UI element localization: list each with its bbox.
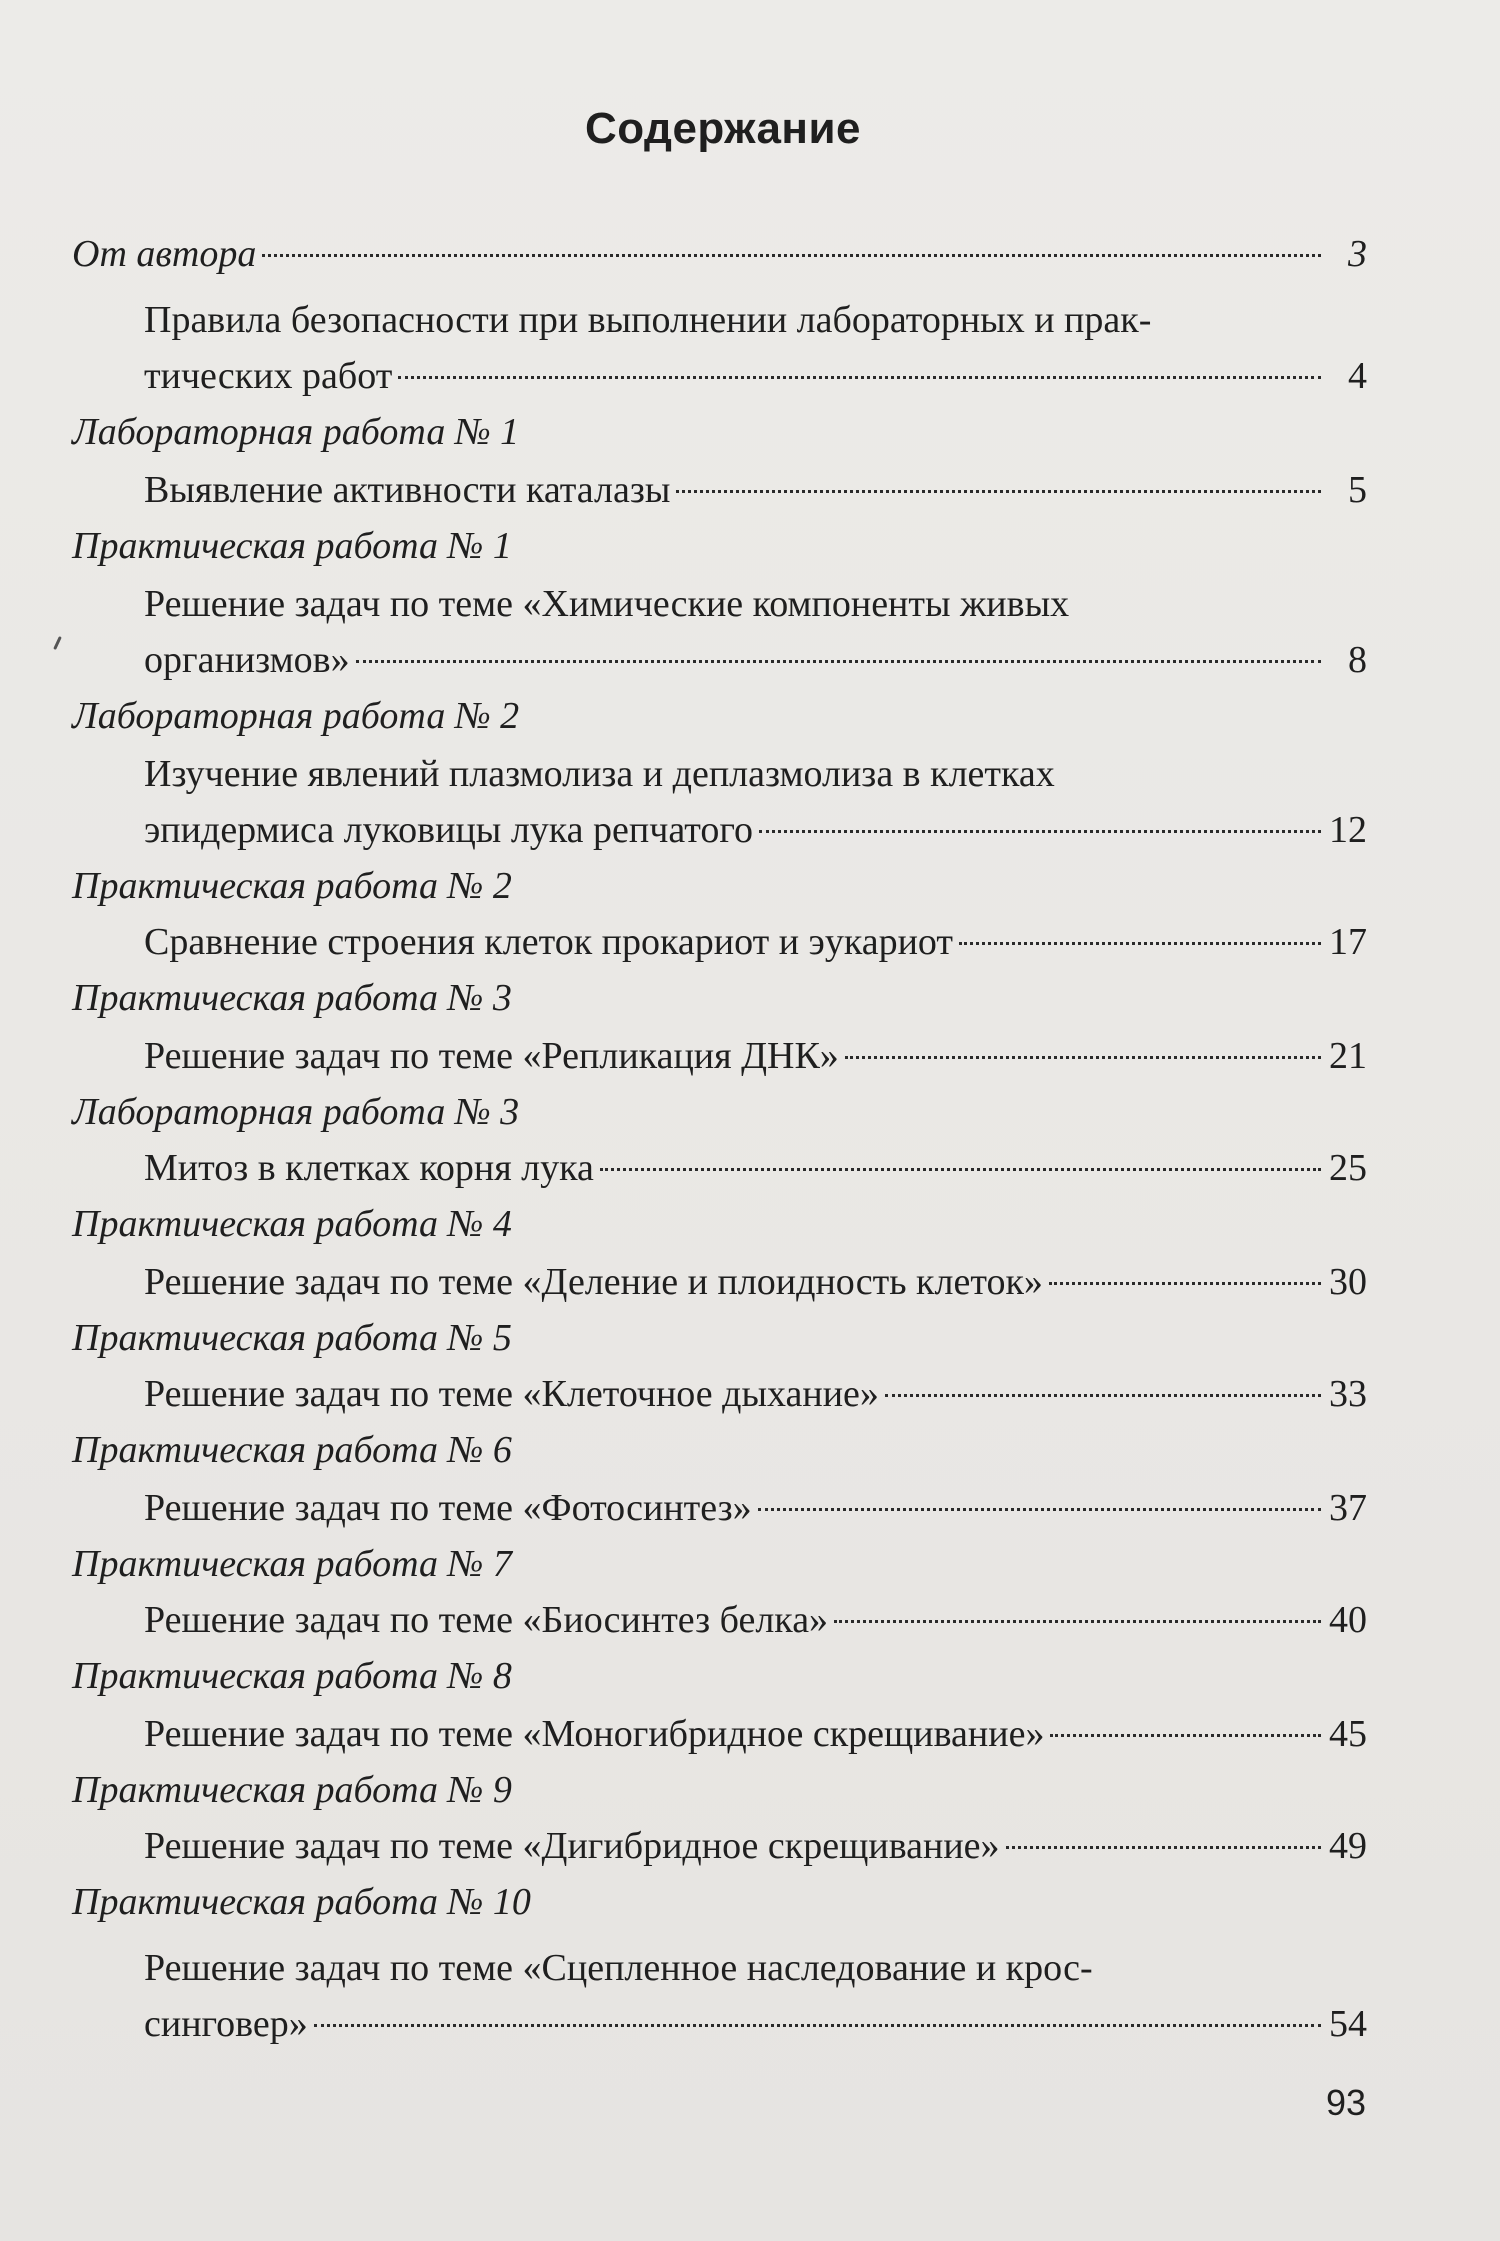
toc-entry-label: От автора [72,233,257,275]
toc-section-heading: Практическая работа № 3 [72,977,512,1019]
toc-page-number: 37 [1329,1487,1367,1529]
toc-entry-title: Решение задач по теме «Дигибридное скрещивание» [144,1825,1000,1867]
toc-entry-line: эпидермиса луковицы лука репчатого [144,809,753,851]
toc-entry-prac4 [72,1254,1367,1310]
dot-leader [1049,1282,1321,1285]
toc-entry-prac6 [72,1480,1367,1536]
toc-entry-title: Решение задач по теме «Моногибридное скрещивание» [144,1713,1045,1755]
dot-leader [1050,1734,1321,1737]
toc-page-number: 33 [1329,1373,1367,1415]
page-number: 93 [1325,2082,1366,2123]
toc-section-heading: Практическая работа № 5 [72,1317,512,1359]
toc-page-number: 12 [1329,809,1367,851]
toc-entry-title: Решение задач по теме «Деление и плоидность клеток» [144,1261,1043,1303]
toc-page-number: 40 [1329,1599,1367,1641]
toc-entry-prac9 [72,1818,1367,1874]
dot-leader [314,2024,1321,2027]
toc-section-heading: Практическая работа № 8 [72,1655,512,1697]
toc-entry-title: Митоз в клетках корня лука [144,1147,594,1189]
toc-entry-title: Решение задач по теме «Репликация ДНК» [144,1035,839,1077]
toc-entry-lab1 [72,462,1367,518]
toc-page-number: 21 [1329,1035,1367,1077]
toc-entry-line: синговер» [144,2003,308,2045]
toc-entry-title: Решение задач по теме «Клеточное дыхание» [144,1373,879,1415]
toc-entry-line: Правила безопасности при выполнении лабораторных и прак- [144,299,1152,341]
toc-page-number: 8 [1348,639,1367,681]
toc-entry-title: Решение задач по теме «Фотосинтез» [144,1487,752,1529]
toc-section-heading: Лабораторная работа № 3 [72,1091,520,1133]
table-of-contents [72,226,1367,2052]
toc-entry-lab2 [72,746,1367,858]
toc-page-number: 25 [1329,1147,1367,1189]
dot-leader [959,942,1321,945]
page-title: Содержание [584,104,862,153]
dot-leader [600,1168,1321,1171]
dot-leader [1006,1846,1321,1849]
dot-leader [398,376,1321,379]
toc-page-number: 3 [1348,233,1367,275]
toc-entry-prac10 [72,1940,1367,2052]
toc-section-heading: Практическая работа № 6 [72,1429,512,1471]
toc-section-heading: Практическая работа № 1 [72,525,512,567]
dot-leader [759,830,1321,833]
toc-entry-line: тических работ [144,355,393,397]
toc-page-number: 5 [1348,469,1367,511]
toc-entry-line: организмов» [144,639,350,681]
toc-entry-prac3 [72,1028,1367,1084]
toc-entry-line: Изучение явлений плазмолиза и деплазмолиза в клетках [144,753,1055,795]
toc-section-heading: Лабораторная работа № 1 [72,411,520,453]
dot-leader [758,1508,1321,1511]
toc-page-number: 54 [1329,2003,1367,2045]
toc-page-number: 30 [1329,1261,1367,1303]
toc-entry-prac7 [72,1592,1367,1648]
toc-section-heading: Практическая работа № 7 [72,1543,512,1585]
toc-entry-prac2 [72,914,1367,970]
toc-entry-from-author [72,226,1367,282]
dot-leader [834,1620,1321,1623]
toc-section-heading: Практическая работа № 10 [72,1881,531,1923]
print-speck [53,636,62,650]
toc-entry-title: Сравнение строения клеток прокариот и эукариот [144,921,954,963]
dot-leader [262,254,1321,257]
toc-section-heading: Практическая работа № 2 [72,865,512,907]
dot-leader [676,490,1321,493]
toc-section-heading: Лабораторная работа № 2 [72,695,520,737]
toc-page-number: 45 [1329,1713,1367,1755]
toc-entry-line: Решение задач по теме «Сцепленное наследование и крос- [144,1947,1093,1989]
toc-entry-title: Выявление активности каталазы [144,469,671,511]
toc-entry-title: Решение задач по теме «Биосинтез белка» [144,1599,829,1641]
toc-entry-prac8 [72,1706,1367,1762]
dot-leader [885,1394,1321,1397]
toc-page-number: 17 [1329,921,1367,963]
toc-entry-prac1 [72,576,1367,688]
toc-entry-prac5 [72,1366,1367,1422]
toc-section-heading: Практическая работа № 9 [72,1769,512,1811]
toc-entry-lab3 [72,1140,1367,1196]
dot-leader [845,1056,1321,1059]
toc-page-number: 49 [1329,1825,1367,1867]
toc-section-heading: Практическая работа № 4 [72,1203,512,1245]
toc-entry-safety-rules [72,292,1367,404]
dot-leader [356,660,1321,663]
toc-entry-line: Решение задач по теме «Химические компоненты живых [144,583,1070,625]
toc-page-number: 4 [1348,355,1367,397]
